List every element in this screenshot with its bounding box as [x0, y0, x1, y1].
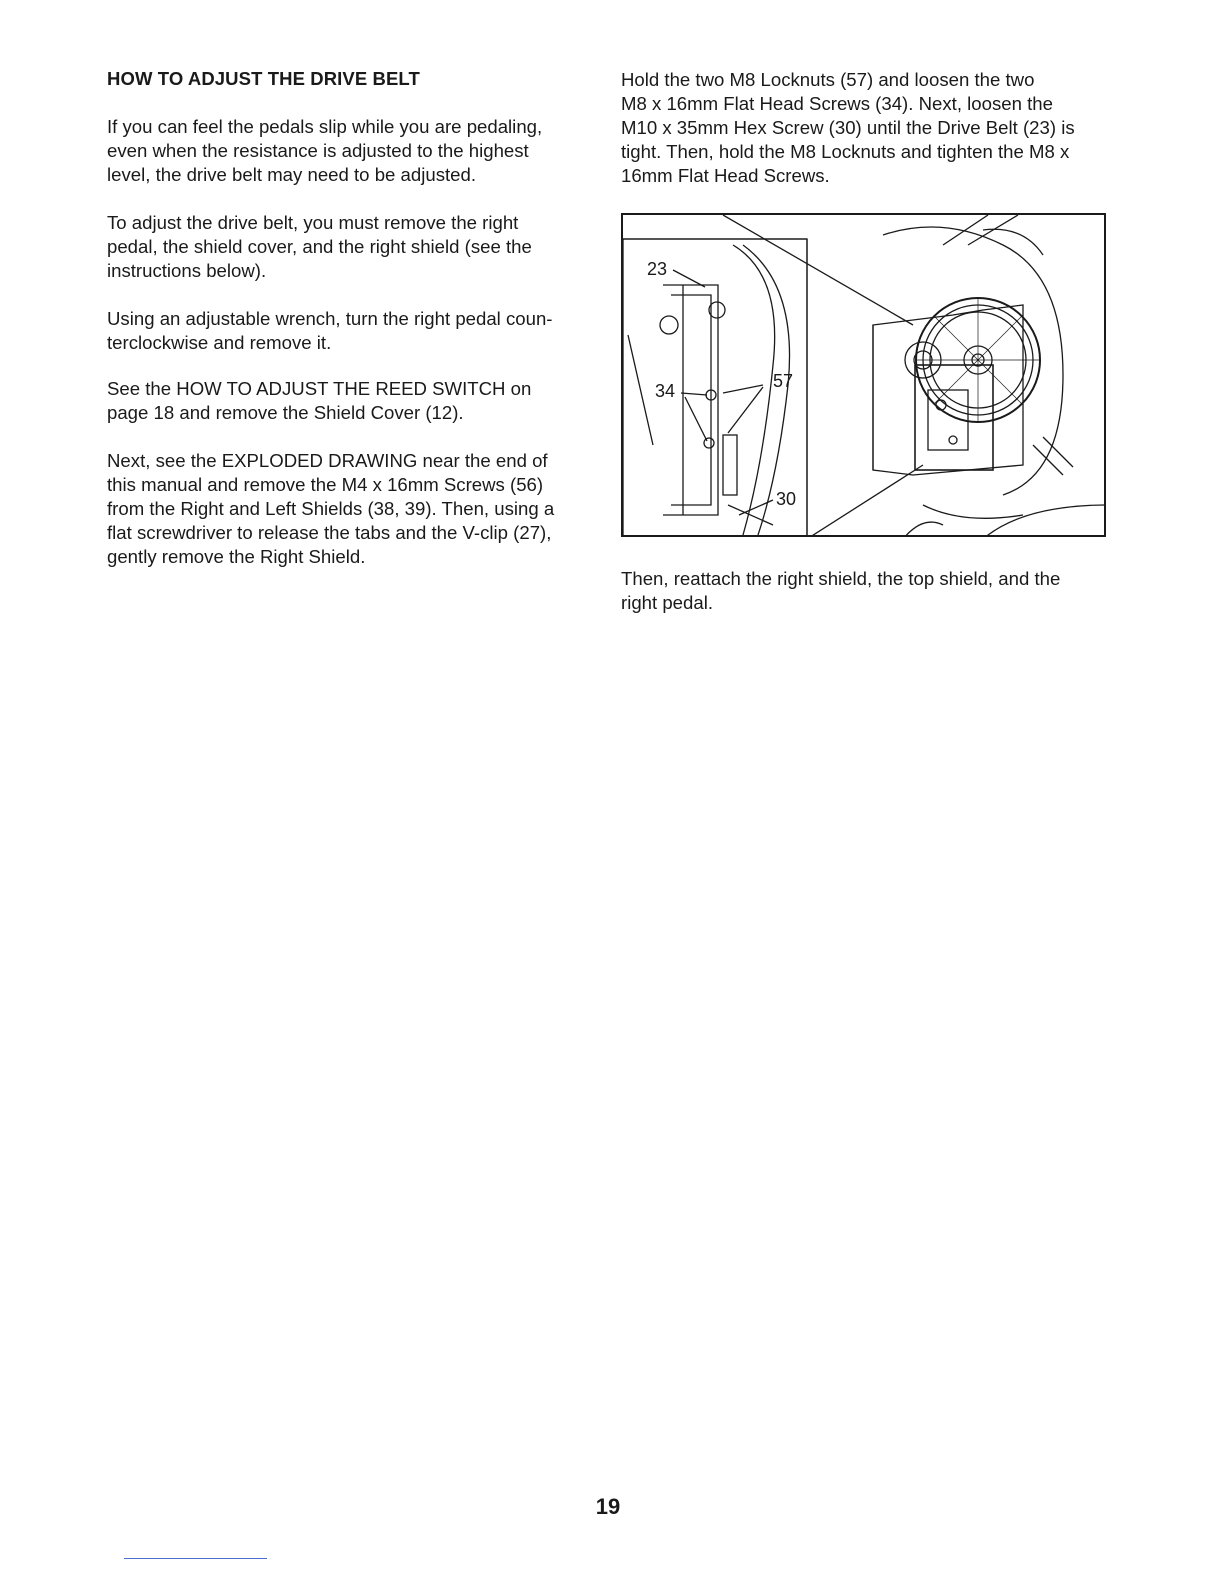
paragraph-remove-parts: To adjust the drive belt, you must remove the right pedal, the shield cover, and the right shield (see the instructions below). [107, 212, 532, 281]
paragraph-reed-switch: See the HOW TO ADJUST THE REED SWITCH on page 18 and remove the Shield Cover (12). [107, 378, 532, 423]
callout-hex-screw: 30 [776, 489, 797, 509]
paragraph-remove-shield: Next, see the EXPLODED DRAWING near the end of this manual and remove the M4 x 16mm Screws (56) from the Right and Left Shields (38, 39). Then, using a flat screwdriver to release the tabs and the V-clip (27), gently remove the Right Shield. [107, 450, 555, 567]
paragraph-adjust-belt: Hold the two M8 Locknuts (57) and loosen the two M8 x 16mm Flat Head Screws (34). Next, loosen the M10 x 35mm Hex Screw (30) until the Drive Belt (23) is tight. Then, hold the M8 Locknuts and tighten the M8 x 16mm Flat Head Screws. [621, 69, 1075, 186]
paragraph-reattach: Then, reattach the right shield, the top shield, and the right pedal. [621, 568, 1061, 613]
page-number: 19 [595, 1494, 621, 1519]
paragraph-remove-pedal: Using an adjustable wrench, turn the right pedal coun- terclockwise and remove it. [107, 308, 553, 353]
footer-rule [124, 1558, 267, 1559]
callout-drive-belt: 23 [647, 259, 668, 279]
drive-belt-illustration [621, 213, 1106, 537]
section-heading: HOW TO ADJUST THE DRIVE BELT [107, 68, 420, 89]
illustration-drawing [623, 215, 1106, 537]
callout-flat-head-screws: 34 [655, 381, 676, 401]
callout-locknuts: 57 [773, 371, 794, 391]
paragraph-pedal-slip: If you can feel the pedals slip while you are pedaling, even when the resistance is adjusted to the highest level, the drive belt may need to be adjusted. [107, 116, 543, 185]
